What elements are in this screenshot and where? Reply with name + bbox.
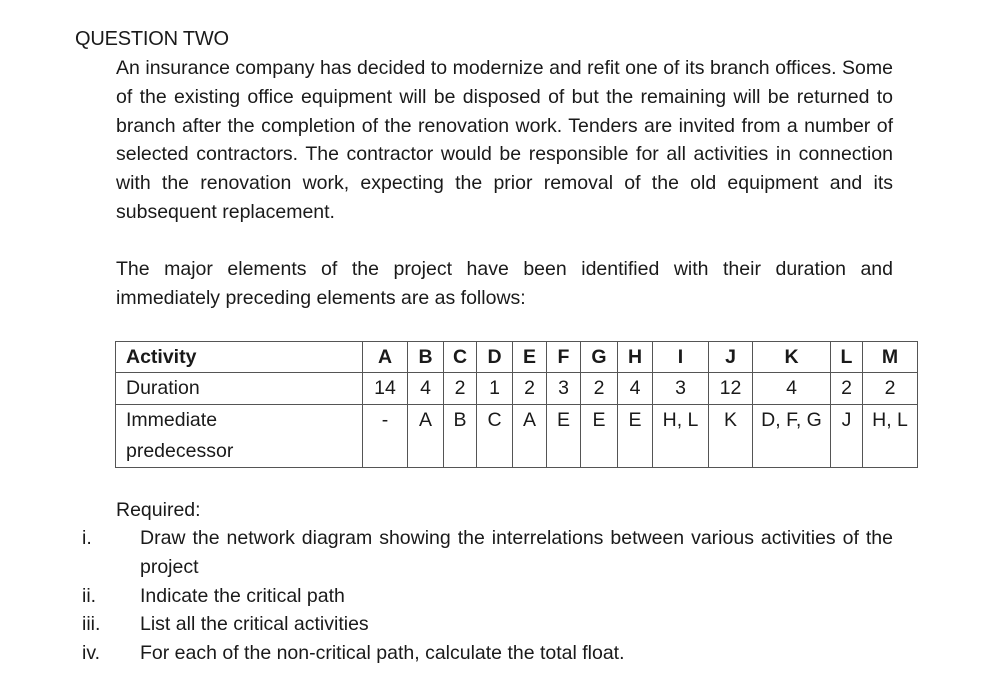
intro-paragraph: An insurance company has decided to modernize and refit one of its branch offices. Some of the existing office equipment will be disposed of but the remaining will be returned to branch after the completion of the renovation work. Tenders are invited from a number of selected contractors. The contractor would be responsible for all activities in connection with the renovation work, expecting the prior removal of the old equipment and its subsequent replacement. bbox=[116, 57, 893, 223]
requirement-number: ii. bbox=[82, 584, 97, 607]
requirement-text: Indicate the critical path bbox=[140, 584, 345, 607]
predecessor-cell: C bbox=[477, 405, 513, 468]
predecessor-cell: - bbox=[363, 405, 408, 468]
requirements-list bbox=[0, 524, 997, 668]
duration-cell: 2 bbox=[513, 373, 547, 405]
required-label: Required: bbox=[116, 499, 201, 521]
duration-cell: 3 bbox=[653, 373, 709, 405]
activity-cell: M bbox=[863, 342, 918, 373]
question-title: QUESTION TWO bbox=[75, 28, 229, 50]
activity-cell: I bbox=[653, 342, 709, 373]
predecessor-cell: J bbox=[831, 405, 863, 468]
duration-row-label: Duration bbox=[116, 373, 363, 405]
requirement-number: iv. bbox=[82, 642, 101, 665]
activity-cell: B bbox=[408, 342, 444, 373]
predecessor-cell: K bbox=[709, 405, 753, 468]
requirement-number: i. bbox=[82, 527, 92, 549]
predecessor-cell: H, L bbox=[863, 405, 918, 468]
predecessor-cell: B bbox=[444, 405, 477, 468]
requirement-item bbox=[0, 524, 997, 582]
activity-cell: K bbox=[753, 342, 831, 373]
requirement-text: For each of the non-critical path, calculate the total float. bbox=[140, 642, 625, 665]
activity-cell: L bbox=[831, 342, 863, 373]
predecessor-cell: A bbox=[513, 405, 547, 468]
activity-cell: C bbox=[444, 342, 477, 373]
activity-cell: J bbox=[709, 342, 753, 373]
activity-row-label: Activity bbox=[116, 342, 363, 373]
predecessor-cell: E bbox=[618, 405, 653, 468]
activity-cell: G bbox=[581, 342, 618, 373]
duration-cell: 2 bbox=[444, 373, 477, 405]
activity-row bbox=[116, 342, 918, 373]
requirement-item bbox=[0, 582, 997, 611]
activity-cell: A bbox=[363, 342, 408, 373]
requirement-item bbox=[0, 610, 997, 639]
duration-cell: 12 bbox=[709, 373, 753, 405]
requirement-item bbox=[0, 639, 997, 668]
duration-cell: 1 bbox=[477, 373, 513, 405]
requirement-number: iii. bbox=[82, 613, 101, 636]
activity-cell: E bbox=[513, 342, 547, 373]
activity-cell: F bbox=[547, 342, 581, 373]
activity-cell: D bbox=[477, 342, 513, 373]
duration-cell: 14 bbox=[363, 373, 408, 405]
predecessor-row bbox=[116, 405, 918, 468]
elements-paragraph: The major elements of the project have been identified with their duration and immediately preceding elements are as follows: bbox=[116, 258, 893, 309]
duration-cell: 4 bbox=[618, 373, 653, 405]
activity-table bbox=[115, 341, 918, 468]
duration-cell: 2 bbox=[581, 373, 618, 405]
duration-cell: 2 bbox=[863, 373, 918, 405]
duration-cell: 4 bbox=[408, 373, 444, 405]
predecessor-cell: E bbox=[581, 405, 618, 468]
duration-cell: 2 bbox=[831, 373, 863, 405]
duration-cell: 4 bbox=[753, 373, 831, 405]
duration-row bbox=[116, 373, 918, 405]
predecessor-cell: D, F, G bbox=[753, 405, 831, 468]
requirement-text: Draw the network diagram showing the interrelations between various activities of the project bbox=[140, 527, 893, 578]
duration-cell: 3 bbox=[547, 373, 581, 405]
predecessor-cell: E bbox=[547, 405, 581, 468]
activity-cell: H bbox=[618, 342, 653, 373]
predecessor-cell: H, L bbox=[653, 405, 709, 468]
requirement-text: List all the critical activities bbox=[140, 613, 369, 636]
predecessor-row-label: Immediate predecessor bbox=[116, 405, 363, 468]
predecessor-cell: A bbox=[408, 405, 444, 468]
